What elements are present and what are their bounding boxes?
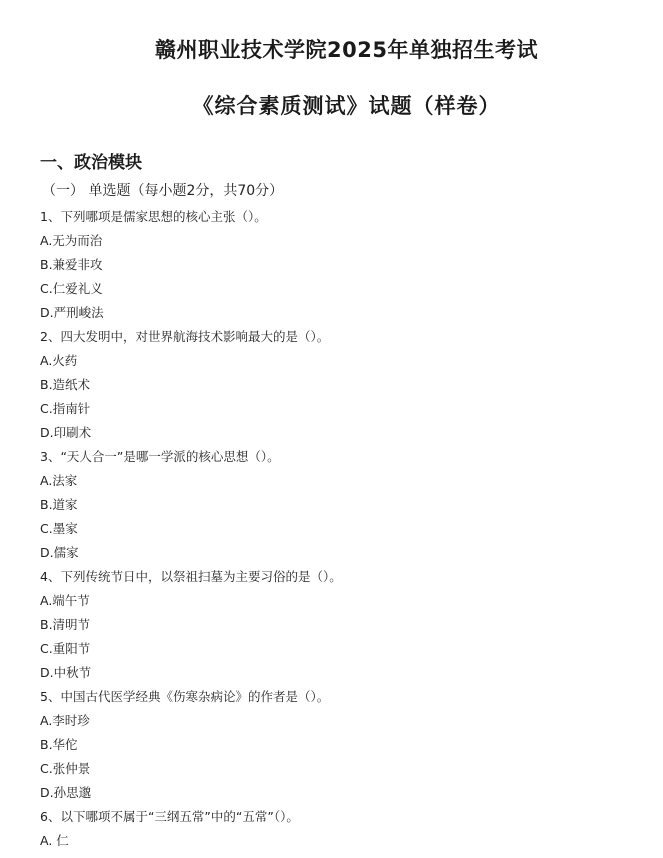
answer-option: B.兼爱非攻 <box>40 257 103 272</box>
question-list <box>40 205 640 853</box>
answer-option: A.无为而治 <box>40 233 103 248</box>
section-heading: 一、政治模块 <box>40 153 142 173</box>
exam-title: 赣州职业技术学院2025年单独招生考试 <box>155 38 538 62</box>
answer-option: C.张仲景 <box>40 761 91 776</box>
answer-option: B.造纸术 <box>40 377 91 392</box>
question-text: 5、中国古代医学经典《伤寒杂病论》的作者是（）。 <box>40 689 330 704</box>
answer-option: C.仁爱礼义 <box>40 281 103 296</box>
answer-option: D.严刑峻法 <box>40 305 104 320</box>
answer-option: A.火药 <box>40 353 78 368</box>
question-text: 2、四大发明中，对世界航海技术影响最大的是（）。 <box>40 329 330 344</box>
answer-option: B.清明节 <box>40 617 91 632</box>
answer-option: B.道家 <box>40 497 78 512</box>
subsection-heading: （一） 单选题（每小题2分，共70分） <box>42 183 284 199</box>
answer-option: A.端午节 <box>40 593 90 608</box>
question-text: 1、下列哪项是儒家思想的核心主张（）。 <box>40 209 267 224</box>
answer-option: B.华佗 <box>40 737 78 752</box>
answer-option: C.墨家 <box>40 521 78 536</box>
question-text: 3、“天人合一”是哪一学派的核心思想（）。 <box>40 449 280 464</box>
answer-option: D.印刷术 <box>40 425 92 440</box>
answer-option: D.孙思邈 <box>40 785 92 800</box>
answer-option: D.儒家 <box>40 545 79 560</box>
answer-option: C.重阳节 <box>40 641 91 656</box>
answer-option: A.法家 <box>40 473 78 488</box>
answer-option: C.指南针 <box>40 401 91 416</box>
answer-option: D.中秋节 <box>40 665 92 680</box>
answer-option: A. 仁 <box>40 833 69 848</box>
question-text: 4、下列传统节日中，以祭祖扫墓为主要习俗的是（）。 <box>40 569 342 584</box>
question-text: 6、以下哪项不属于“三纲五常”中的“五常”（）。 <box>40 809 299 824</box>
answer-option: A.李时珍 <box>40 713 90 728</box>
exam-subtitle: 《综合素质测试》试题（样卷） <box>192 94 501 118</box>
